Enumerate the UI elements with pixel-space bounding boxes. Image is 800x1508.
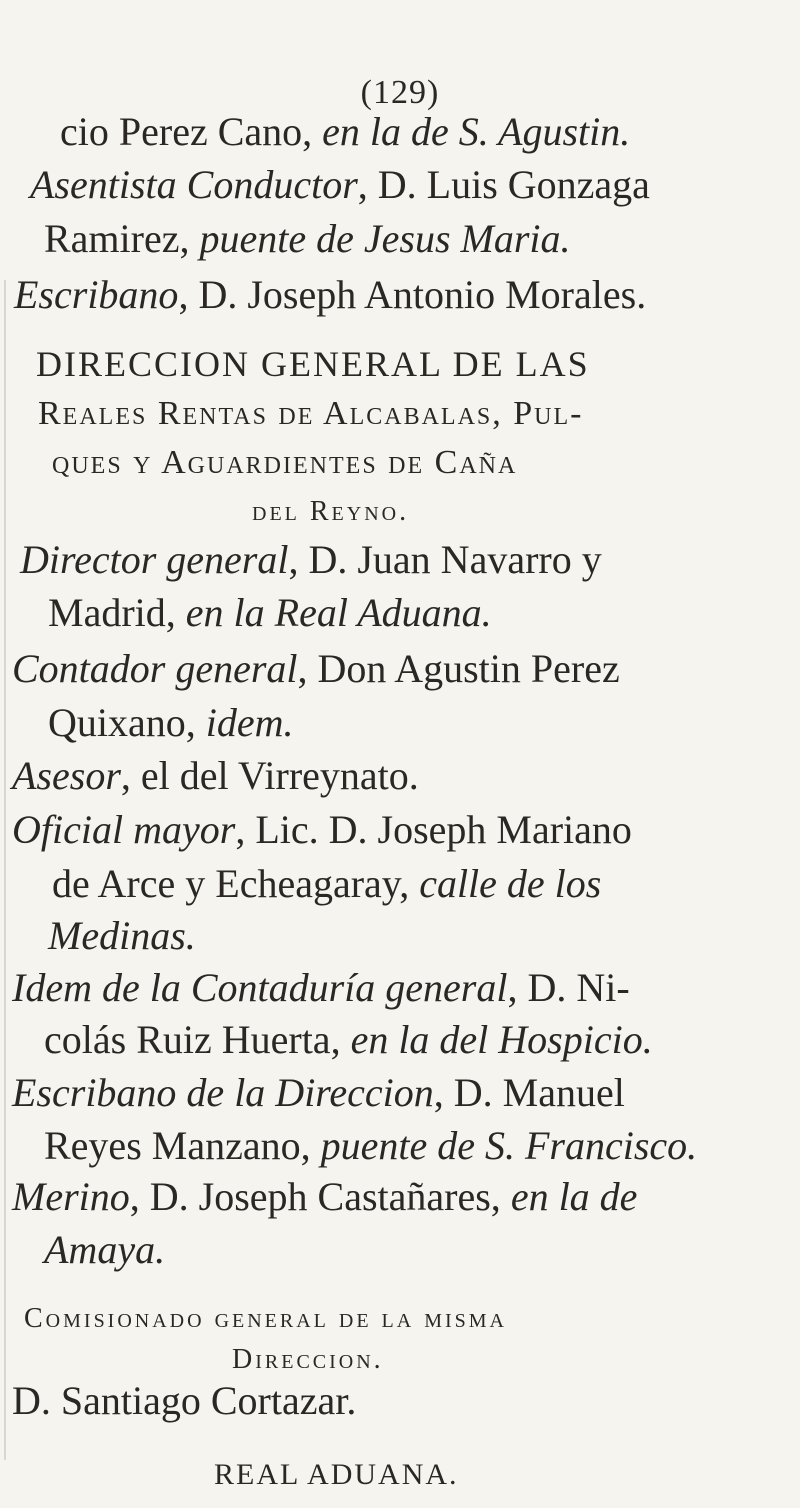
italic-text: en la de S. Agustin. [322,109,631,154]
text-line [48,700,294,745]
roman-text: D. Santiago Cortazar. [12,1378,357,1423]
roman-text: , D. Joseph Castañares, [129,1174,511,1219]
italic-text: Escribano de la Direccion [12,1070,434,1115]
roman-text: , D. Luis Gonzaga [357,162,650,207]
italic-text: idem. [205,700,294,745]
section-heading: REAL ADUANA. [214,1458,459,1491]
section-heading: ques y Aguardientes de Caña [52,444,518,481]
italic-text: en la de [510,1174,638,1219]
text-line [44,1017,653,1062]
text-line [12,753,419,798]
section-heading: Direccion. [232,1344,384,1375]
roman-text: , el del Virreynato. [120,753,419,798]
italic-text: en la Real Aduana. [185,590,492,635]
text-line [14,272,647,317]
roman-text: , Lic. D. Joseph Mariano [235,807,632,852]
roman-text: Ramirez, [44,216,200,261]
margin-shadow [4,280,6,1460]
italic-text: Asesor [12,753,121,798]
italic-text: Merino [12,1174,130,1219]
roman-text: , D. Joseph Antonio Morales. [178,272,647,317]
section-heading: del Reyno. [252,496,410,527]
italic-text: Oficial mayor [12,807,236,852]
roman-text: , D. Manuel [433,1070,625,1115]
italic-text: Medinas. [48,913,196,958]
roman-text: , D. Ni- [507,965,630,1010]
section-heading: Comisionado general de la misma [24,1303,507,1334]
italic-text: Director general [20,537,289,582]
text-line [48,913,196,958]
roman-text: Madrid, [48,590,186,635]
roman-text: colás Ruiz Huerta, [44,1017,351,1062]
italic-text: puente de S. Francisco. [320,1123,698,1168]
text-line [30,162,650,207]
text-line [12,1174,638,1219]
roman-text: , Don Agustin Perez [297,646,620,691]
page-number: (129) [360,74,440,111]
text-line [12,807,632,852]
italic-text: puente de Jesus Maria. [199,216,571,261]
text-line [48,590,492,635]
italic-text: Asentista Conductor [30,162,358,207]
italic-text: calle de los [419,861,602,906]
text-line [20,537,602,582]
text-line [44,1227,166,1272]
italic-text: en la del Hospicio. [350,1017,653,1062]
text-line [12,1378,357,1423]
text-line [12,965,630,1010]
text-line [44,216,571,261]
section-heading: DIRECCION GENERAL DE LAS [36,344,590,384]
italic-text: Idem de la Contaduría general [12,965,508,1010]
roman-text: Reyes Manzano, [44,1123,321,1168]
italic-text: Contador general [12,646,298,691]
text-line [12,646,620,691]
text-line [44,1123,698,1168]
roman-text: , D. Juan Navarro y [288,537,602,582]
roman-text: cio Perez Cano, [60,109,323,154]
roman-text: Quixano, [48,700,206,745]
text-line [12,1070,625,1115]
text-line [60,109,631,154]
italic-text: Amaya. [44,1227,166,1272]
italic-text: Escribano [14,272,179,317]
text-line [52,861,602,906]
section-heading: Reales Rentas de Alcabalas, Pul- [38,395,584,432]
roman-text: de Arce y Echeagaray, [52,861,420,906]
